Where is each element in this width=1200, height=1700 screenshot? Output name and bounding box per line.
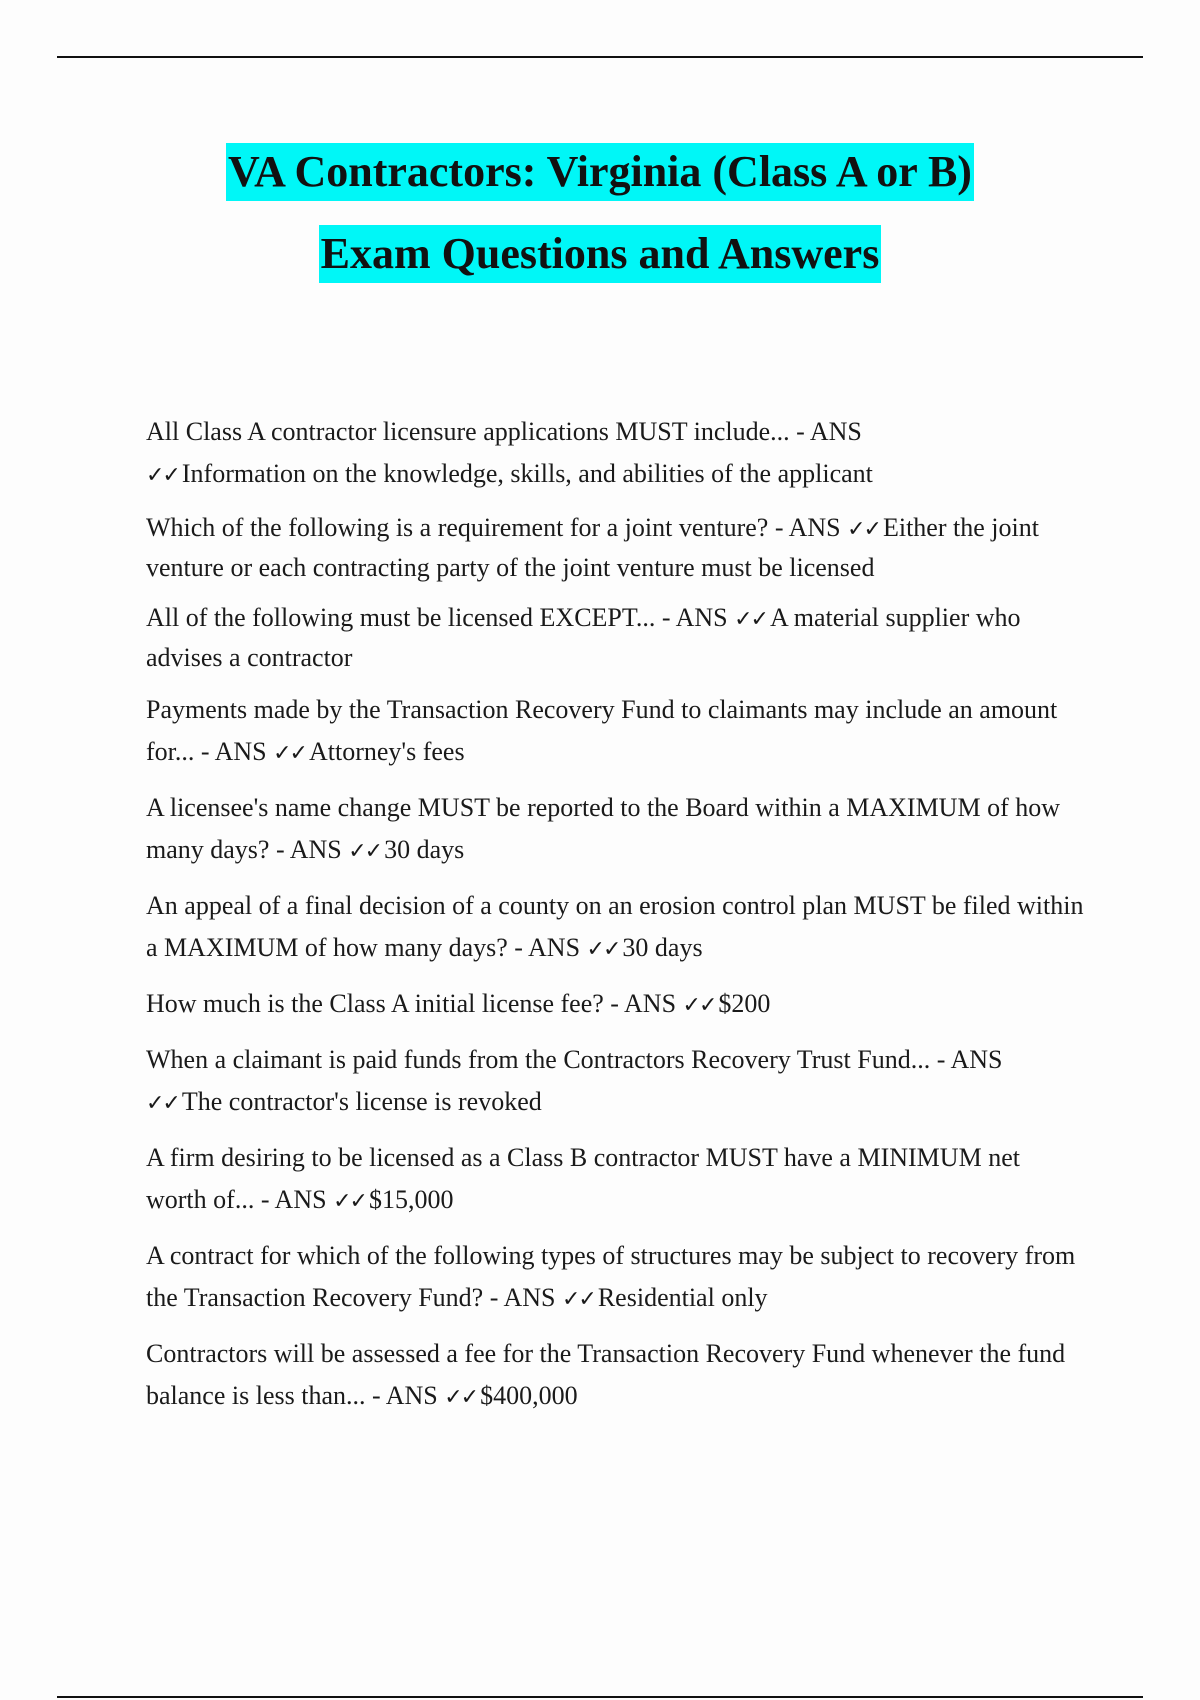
answer-prefix: ANS (214, 737, 267, 766)
question-text: All of the following must be licensed EXCEPT... - (146, 603, 676, 632)
answer-text: 30 days (384, 835, 465, 864)
answer-prefix: ANS (624, 989, 677, 1018)
question-text: A contract for which of the following types of structures may be subject to recovery from the Transaction Recovery Fund? - (146, 1241, 1076, 1312)
question-text: Payments made by the Transaction Recovery Fund to claimants may include an amount for... - (146, 695, 1058, 766)
qa-item (146, 787, 1086, 873)
double-check-icon: ✓✓ (444, 1385, 478, 1410)
qa-list (146, 411, 1086, 1431)
question-text: An appeal of a final decision of a county on an erosion control plan MUST be filed within a MAXIMUM of how many days? - (146, 891, 1084, 962)
answer-prefix: ANS (528, 933, 581, 962)
answer-prefix: ANS (385, 1381, 438, 1410)
document-title (0, 143, 1200, 283)
answer-prefix: ANS (788, 513, 841, 542)
answer-text: Information on the knowledge, skills, and abilities of the applicant (181, 459, 873, 488)
question-text: All Class A contractor licensure applications MUST include... - (146, 417, 810, 446)
answer-text: $400,000 (480, 1381, 578, 1410)
qa-item (146, 1039, 1086, 1125)
answer-text: Attorney's fees (309, 737, 465, 766)
qa-item (146, 1333, 1086, 1419)
footer-rule (57, 1696, 1143, 1698)
header-rule (57, 56, 1143, 58)
qa-item (146, 885, 1086, 971)
answer-text: 30 days (622, 933, 703, 962)
answer-text: Either the joint venture or each contracting party of the joint venture must be licensed (146, 513, 1039, 582)
double-check-icon: ✓✓ (273, 741, 306, 766)
qa-item (146, 983, 1086, 1027)
qa-item (146, 689, 1086, 775)
qa-item (146, 1137, 1086, 1223)
question-text: A licensee's name change MUST be reported to the Board within a MAXIMUM of how many days? - (146, 793, 1061, 864)
answer-text: $15,000 (368, 1185, 454, 1214)
question-text: When a claimant is paid funds from the Contractors Recovery Trust Fund... - (146, 1045, 951, 1074)
answer-prefix: ANS (675, 603, 728, 632)
answer-prefix: ANS (950, 1045, 1003, 1074)
double-check-icon: ✓✓ (586, 937, 620, 962)
question-text: Which of the following is a requirement for a joint venture? - (146, 513, 789, 542)
double-check-icon: ✓✓ (734, 607, 767, 632)
question-text: A firm desiring to be licensed as a Class B contractor MUST have a MINIMUM net worth of... - (146, 1143, 1020, 1214)
double-check-icon: ✓✓ (682, 993, 716, 1018)
double-check-icon: ✓✓ (348, 839, 382, 864)
answer-text: Residential only (597, 1283, 768, 1312)
double-check-icon: ✓✓ (146, 463, 179, 488)
qa-item (146, 411, 1086, 497)
double-check-icon: ✓✓ (847, 517, 880, 542)
double-check-icon: ✓✓ (561, 1287, 595, 1312)
qa-item (146, 599, 1086, 677)
answer-prefix: ANS (809, 417, 862, 446)
double-check-icon: ✓✓ (146, 1091, 179, 1116)
answer-text: $200 (718, 989, 771, 1018)
answer-text: A material supplier who advises a contractor (146, 603, 1021, 672)
double-check-icon: ✓✓ (333, 1189, 366, 1214)
question-text: How much is the Class A initial license fee? - (146, 989, 625, 1018)
answer-text: The contractor's license is revoked (181, 1087, 542, 1116)
qa-item (146, 1235, 1086, 1321)
answer-prefix: ANS (289, 835, 342, 864)
title-line-2: Exam Questions and Answers (319, 225, 882, 283)
answer-prefix: ANS (503, 1283, 556, 1312)
question-text: Contractors will be assessed a fee for the Transaction Recovery Fund whenever the fund balance is less than... - (146, 1339, 1066, 1410)
answer-prefix: ANS (274, 1185, 327, 1214)
qa-item (146, 509, 1086, 587)
title-line-1: VA Contractors: Virginia (Class A or B) (226, 143, 974, 201)
